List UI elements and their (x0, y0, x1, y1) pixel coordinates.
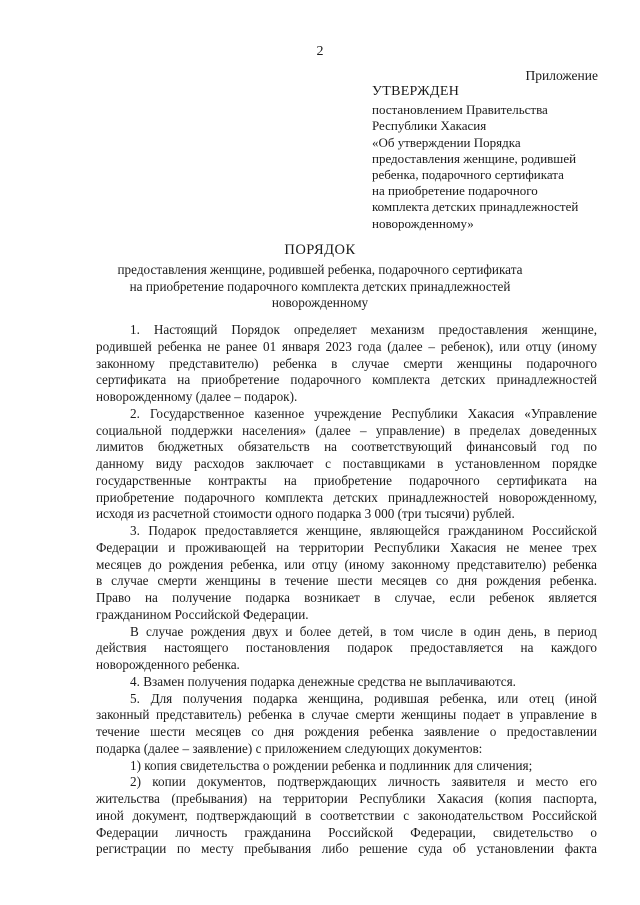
body-line: родившей ребенка не ранее 01 января 2023 года (далее – ребенок), или отцу (иному (96, 338, 597, 354)
body-line: 1. Настоящий Порядок определяет механизм предоставления женщине, (130, 322, 597, 337)
body-line: законный представитель) ребенка в случае смерти женщины подает в управление в (96, 707, 597, 723)
body-line: приобретение подарочного комплекта детских принадлежностей новорожденному, (96, 489, 597, 505)
body-line: 4. Взамен получения подарка денежные средства не выплачиваются. (130, 673, 516, 689)
document-title: ПОРЯДОК (284, 242, 356, 258)
body-line: 5. Для получения подарка женщина, родившая ребенка, или отец (иной (130, 690, 597, 706)
body-line: месяцев до рождения ребенка, или отцу (иному законному представителю) ребенка (96, 556, 597, 572)
body-line: исходя из расчетной стоимости одного подарка 3 000 (три тысячи) рублей. (96, 506, 515, 522)
body-line: иной документ, подтверждающий в соответствии с законодательством Российской (96, 807, 597, 823)
document-subtitle (100, 262, 540, 312)
approval-line: комплекта детских принадлежностей (372, 199, 579, 215)
body-line: социальной поддержки населения» (далее – управление) в пределах доведенных (96, 422, 597, 438)
approval-line: новорожденному» (372, 215, 474, 231)
body-line: действия настоящего постановления подарок предоставляется на каждого (96, 640, 597, 656)
approval-line: ребенка, подарочного сертификата (372, 167, 564, 183)
body-line: 1) копия свидетельства о рождении ребенка и подлинник для сличения; (130, 757, 533, 773)
body-line: жительства (пребывания) на территории Республики Хакасия (копия паспорта, (96, 791, 597, 806)
body-line: Федерации личность гражданина Российской Федерации, свидетельство о (96, 824, 597, 840)
body-line: новорожденному (далее – подарок). (96, 389, 298, 404)
approval-line: Республики Хакасия (372, 118, 487, 134)
body-line: в случае смерти женщины в течение шести месяцев со дня рождения ребенка. (96, 573, 597, 589)
subtitle-line: на приобретение подарочного комплекта детских принадлежностей (129, 278, 511, 294)
approval-line: «Об утверждении Порядка (372, 134, 521, 150)
body-line: регистрации по месту пребывания либо решение суда об установлении факта (96, 841, 597, 857)
approval-line: постановлением Правительства (372, 102, 548, 118)
approval-stamp: УТВЕРЖДЕН (372, 84, 460, 99)
body-line: законному представителю) ребенка в случае смерти женщины подарочного (96, 355, 597, 371)
appendix-label: Приложение (525, 68, 598, 83)
page-number: 2 (316, 44, 324, 59)
body-line: данному виду расходов заключает с поставщиками в установленном порядке (96, 456, 597, 471)
body-line: сертификата на приобретение подарочного комплекта детских принадлежностей (96, 372, 597, 388)
approval-line: на приобретение подарочного (372, 183, 538, 199)
body-line: Право на получение подарка возникает в случае, если ребенок является (96, 590, 597, 605)
body-line: государственные контракты на приобретение подарочного сертификата на (96, 472, 597, 488)
body-line: В случае рождения двух и более детей, в том числе в один день, в период (130, 623, 597, 639)
subtitle-line: новорожденному (271, 295, 369, 311)
subtitle-line: предоставления женщине, родившей ребенка, подарочного сертификата (117, 262, 523, 277)
body-line: новорожденного ребенка. (96, 657, 240, 672)
body-line: 2. Государственное казенное учреждение Республики Хакасия «Управление (130, 405, 597, 421)
approval-block (372, 84, 612, 232)
body-line: течение шести месяцев со дня рождения ребенка заявление о предоставлении (96, 724, 597, 739)
body-line: 2) копии документов, подтверждающих личность заявителя и место его (130, 774, 597, 790)
body-line: лимитов бюджетных обязательств на соответствующий финансовый год по (96, 439, 597, 455)
approval-line: предоставления женщине, родившей (372, 150, 577, 166)
body-line: Федерации и проживающей на территории Республики Хакасия не менее трех (96, 539, 597, 555)
body-line: подарка (далее – заявление) с приложением следующих документов: (96, 740, 483, 756)
body-line: гражданином Российской Федерации. (96, 606, 309, 622)
document-body (96, 322, 597, 858)
body-line: 3. Подарок предоставляется женщине, являющейся гражданином Российской (130, 523, 597, 538)
